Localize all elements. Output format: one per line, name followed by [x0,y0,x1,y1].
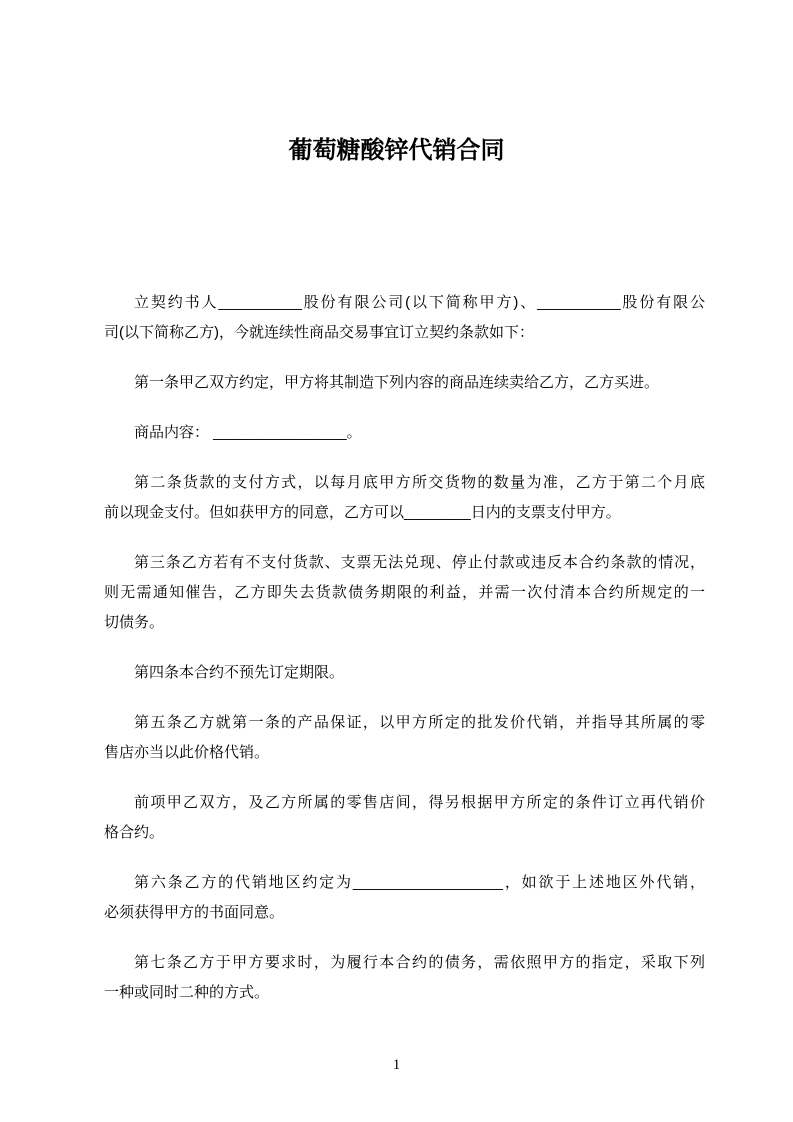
text-line: 第一条甲乙双方约定，甲方将其制造下列内容的商品连续卖给乙方，乙方买进。 [134,374,660,391]
text-line: 第七条乙方于甲方要求时，为履行本合约的债务，需依照甲方的指定，采取下列 [134,954,705,971]
text-line: 司(以下简称乙方)，今就连续性商品交易事宜订立契约条款如下： [104,324,534,341]
text-line: 格合约。 [104,824,165,841]
document-body [0,288,793,1008]
text-line: 立契约书人__________股份有限公司(以下简称甲方)、__________股份有限公 [134,294,705,311]
page-number: 1 [392,1057,401,1073]
text-line: 售店亦当以此价格代销。 [104,744,270,761]
text-line: 第五条乙方就第一条的产品保证，以甲方所定的批发价代销，并指导其所属的零 [134,714,705,731]
text-line: 第四条本合约不预先订定期限。 [134,664,345,681]
text-line: 前以现金支付。但如获甲方的同意，乙方可以________日内的支票支付甲方。 [104,504,621,521]
text-line: 一种或同时二种的方式。 [104,984,270,1001]
text-line: 第六条乙方的代销地区约定为__________________，如欲于上述地区外代销， [134,874,705,891]
text-line: 商品内容： ________________。 [134,424,362,441]
text-line: 必须获得甲方的书面同意。 [104,904,285,921]
paragraph-article-7 [104,948,705,1008]
paragraph-article-3 [104,548,705,638]
text-line: 则无需通知催告，乙方即失去货款债务期限的利益，并需一次付清本合约所规定的一 [104,584,705,601]
paragraph-article-5-addendum [104,788,705,848]
text-line: 第三条乙方若有不支付货款、支票无法兑现、停止付款或违反本合约条款的情况， [134,554,705,571]
paragraph-preamble [104,288,705,348]
text-line: 切债务。 [104,614,165,631]
paragraph-article-6 [104,868,705,928]
paragraph-article-2 [104,468,705,528]
paragraph-article-1 [104,368,705,398]
page-footer [0,1050,793,1080]
text-line: 第二条货款的支付方式，以每月底甲方所交货物的数量为准，乙方于第二个月底 [134,474,705,491]
text-line: 前项甲乙双方，及乙方所属的零售店间，得另根据甲方所定的条件订立再代销价 [134,794,705,811]
document-title: 葡萄糖酸锌代销合同 [288,137,505,164]
paragraph-product-content [104,418,705,448]
paragraph-article-4 [104,658,705,688]
paragraph-article-5 [104,708,705,768]
